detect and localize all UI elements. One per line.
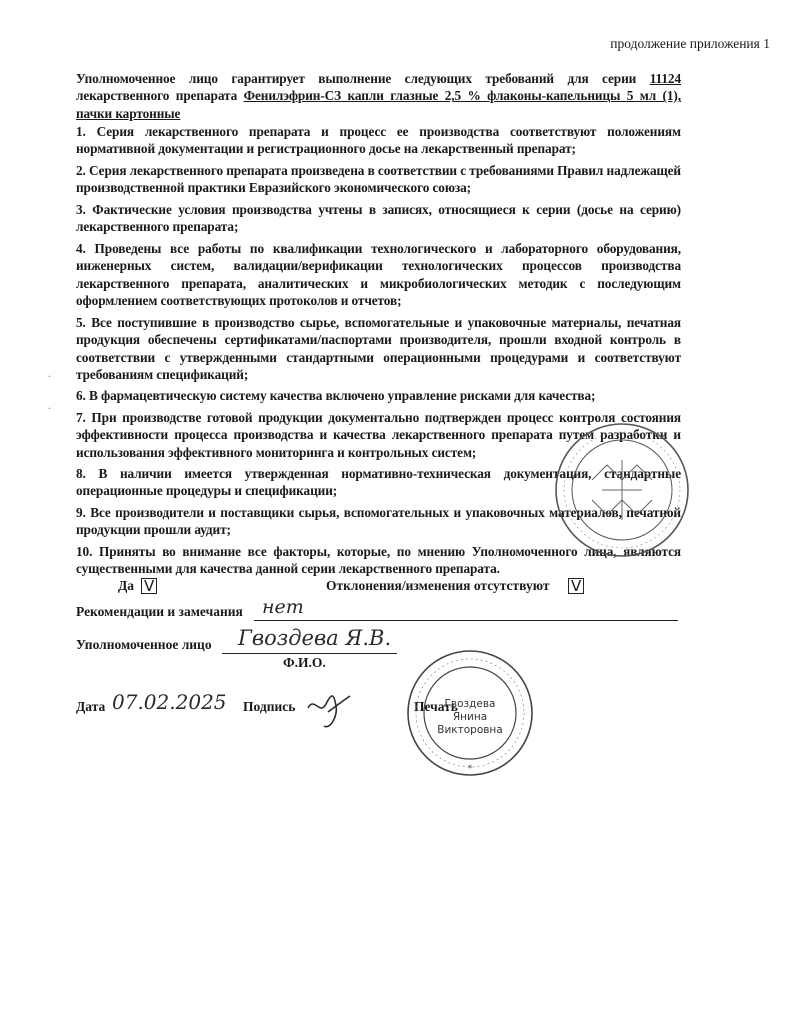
date-label: Дата: [76, 699, 106, 714]
requirement-4: 4. Проведены все работы по квалификации технологического и лабораторного оборудования, инженерных систем, валидации/верификации технологических процессов производства лекарственного препарата, аналитических и микробиологических методик с последующим оформлением соответствующих протоколов и отчетов;: [76, 241, 681, 309]
yes-label: Да: [118, 578, 135, 593]
recommendations-underline: [254, 620, 678, 621]
requirement-7: 7. При производстве готовой продукции документально подтвержден процесс контроля состояния эффективности процесса производства и качества лекарственного препарата путем разработки и использования эффективного мониторинга и контрольных систем;: [76, 410, 681, 460]
requirement-8: 8. В наличии имеется утвержденная нормативно-техническая документация, стандартные операционные процедуры и спецификации;: [76, 466, 681, 499]
margin-mark: .: [48, 366, 51, 380]
requirement-5: 5. Все поступившие в производство сырье, вспомогательные и упаковочные материалы, печатная продукция обеспечены сертификатами/паспортами производителя, прошли входной контроль в соответствии с утвержденными стандартными операционными процедурами и соответствуют требованиям спецификаций;: [76, 315, 681, 383]
checkmark-icon: V: [571, 577, 582, 595]
fio-caption: Ф.И.О.: [283, 655, 326, 670]
intro-prefix: Уполномоченное лицо гарантирует выполнение следующих требований для серии: [76, 71, 637, 86]
company-seal-icon: [552, 420, 692, 560]
drug-name: Фенилэфрин-СЗ капли глазные 2,5 % флаконы-капельницы 5 мл (1), пачки картонные: [76, 88, 681, 121]
requirement-10: 10. Приняты во внимание все факторы, которые, по мнению Уполномоченного лица, являются существенными для качества данной серии лекарственного препарата.: [76, 544, 681, 577]
date-value: 07.02.2025: [112, 690, 227, 714]
seal-text: Гвоздева Янина Викторовна: [437, 698, 503, 736]
requirement-6: 6. В фармацевтическую систему качества включено управление рисками для качества;: [76, 388, 596, 403]
seal-label: Печать: [414, 699, 458, 714]
signature-label: Подпись: [243, 699, 296, 714]
authorized-signature-name: Гвоздева Я.В.: [238, 626, 392, 650]
deviations-label: Отклонения/изменения отсутствуют: [326, 578, 550, 593]
intro-paragraph: [76, 70, 681, 122]
margin-mark: .: [48, 398, 51, 412]
authorized-underline: [222, 653, 397, 654]
checkmark-icon: V: [144, 577, 155, 595]
requirement-2: 2. Серия лекарственного препарата произведена в соответствии с требованиями Правил надлежащей производственной практики Евразийского экономического союза;: [76, 163, 681, 196]
intro-middle: лекарственного препарата: [76, 88, 238, 104]
authorized-label: Уполномоченное лицо: [76, 637, 212, 652]
recommendations-value: нет: [262, 596, 304, 618]
yes-checkbox[interactable]: [141, 578, 157, 594]
requirement-9: 9. Все производители и поставщики сырья, вспомогательных и упаковочных материалов, печатной продукции прошли аудит;: [76, 505, 681, 538]
series-number: 11124: [649, 71, 681, 86]
handwritten-signature-icon: [300, 686, 360, 736]
continuation-label: продолжение приложения 1: [610, 36, 770, 51]
recommendations-label: Рекомендации и замечания: [76, 604, 243, 619]
deviations-checkbox[interactable]: [568, 578, 584, 594]
requirement-3: 3. Фактические условия производства учтены в записях, относящиеся к серии (досье на серию) лекарственного препарата;: [76, 202, 681, 235]
svg-text:*: *: [467, 764, 473, 774]
requirement-1: 1. Серия лекарственного препарата и процесс ее производства соответствуют положениям нормативной документации и регистрационного досье на лекарственный препарат;: [76, 124, 681, 157]
